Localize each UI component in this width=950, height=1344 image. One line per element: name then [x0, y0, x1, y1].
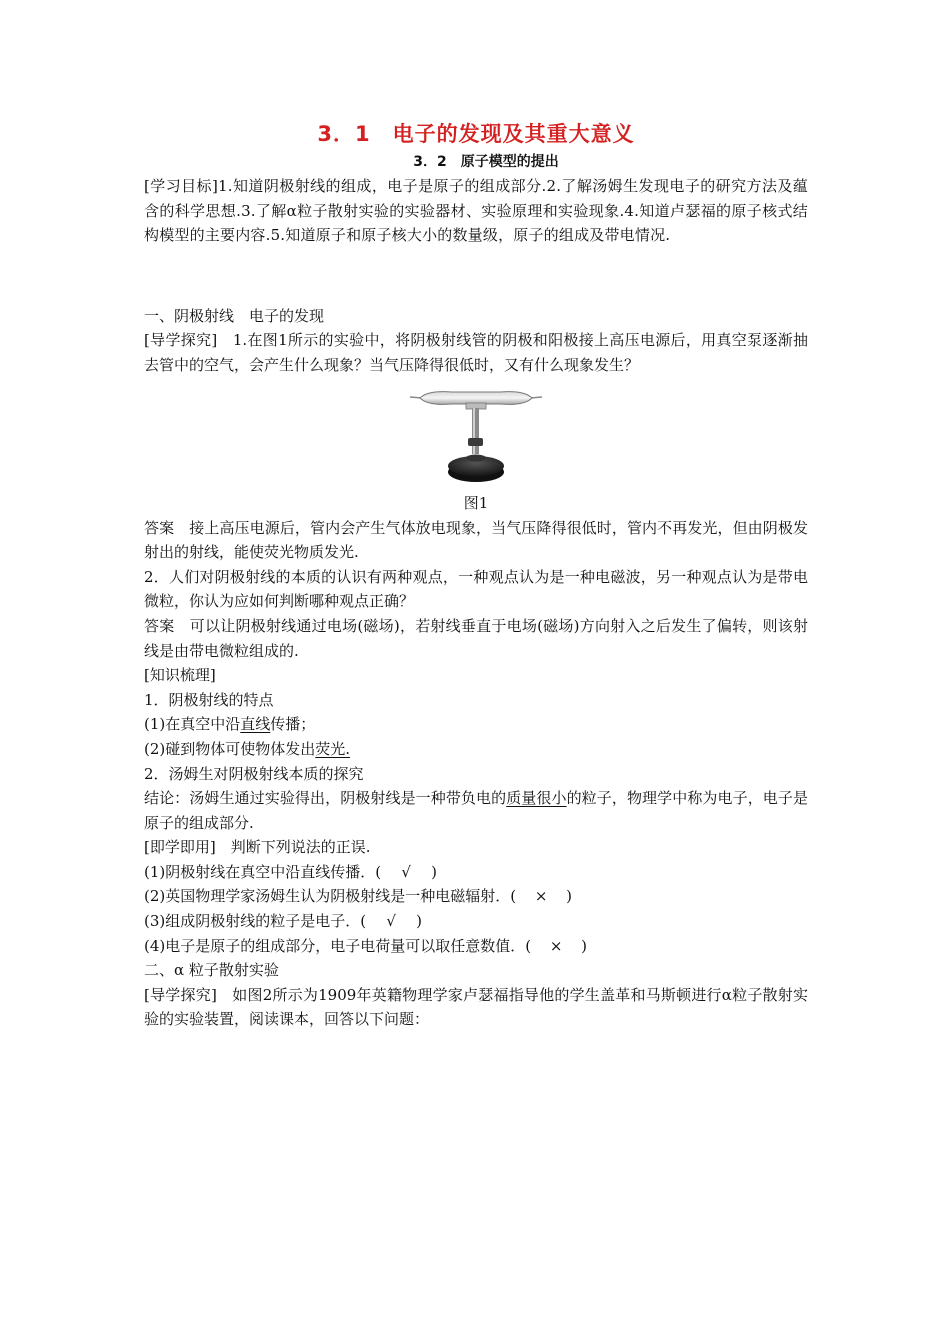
text-segment: 的粒子，物理学中称为电子，电子是原子的组成部分. — [144, 789, 808, 832]
apply-intro — [144, 835, 808, 860]
answer-2-text: 可以让阴极射线通过电场(磁场)，若射线垂直于电场(磁场)方向射入之后发生了偏转，则该射线是由带电微粒组成的. — [144, 616, 808, 660]
figure-1-caption: 图1 — [463, 493, 489, 512]
cathode-ray-tube-image — [408, 386, 544, 486]
section1-heading: 一、阴极射线 电子的发现 — [144, 306, 325, 325]
fill-blank-answer: 荧光. — [315, 739, 351, 758]
judgment-close: ) — [566, 887, 572, 906]
knowledge-label: [知识梳理] — [144, 666, 216, 685]
objectives-label: [学习目标] — [144, 177, 219, 195]
check-mark: √ — [401, 862, 411, 881]
explore-label: [导学探究] — [144, 331, 218, 350]
section2-explore-text: 如图2所示为1909年英籍物理学家卢瑟福指导他的学生盖革和马斯顿进行α粒子散射实验的实验装置，阅读课本，回答以下问题： — [144, 985, 808, 1029]
knowledge-item-1-title: 1．阴极射线的特点 — [144, 690, 274, 709]
figure-1 — [144, 386, 808, 516]
text-segment: 传播； — [270, 715, 316, 734]
spacer — [144, 248, 808, 304]
judgment-close: ) — [581, 936, 587, 955]
answer-1-text: 接上高压电源后，管内会产生气体放电现象，当气压降得很低时，管内不再发光，但由阴极发射出的射线，能使荧光物质发光. — [144, 518, 808, 562]
text-segment: (2)碰到物体可使物体发出 — [144, 739, 316, 758]
apply-text: 判断下列说法的正误. — [230, 838, 371, 857]
fill-blank-answer: 质量很小 — [506, 789, 567, 808]
judgment-close: ) — [431, 862, 437, 881]
judgment-text: (4)电子是原子的组成部分，电子电荷量可以取任意数值．( — [144, 936, 532, 955]
cross-mark: × — [534, 887, 548, 906]
judgment-close: ) — [416, 912, 422, 931]
answer-label: 答案 — [144, 616, 175, 635]
cross-mark: × — [549, 936, 563, 955]
knowledge-item-2-title: 2．汤姆生对阴极射线本质的探究 — [144, 764, 364, 783]
section2-explore — [144, 983, 808, 1032]
knowledge-item-1-1 — [144, 712, 808, 737]
question-1 — [144, 328, 808, 377]
answer-1 — [144, 516, 808, 565]
section2-heading: 二、α 粒子散射实验 — [144, 961, 279, 980]
text-segment: (1)在真空中沿 — [144, 715, 241, 734]
objectives-text: 1.知道阴极射线的组成，电子是原子的组成部分.2.了解汤姆生发现电子的研究方法及蕴含的科学思想.3.了解α粒子散射实验的实验器材、实验原理和实验现象.4.知道卢瑟福的原子核式结构模型的主要内容.5.知道原子和原子核大小的数量级，原子的组成及带电情况. — [144, 177, 808, 245]
knowledge-item-2-conclusion — [144, 786, 808, 835]
learning-objectives — [144, 174, 808, 248]
document-page — [144, 118, 808, 1032]
apply-label: [即学即用] — [144, 838, 216, 857]
judgment-text: (1)阴极射线在真空中沿直线传播．( — [144, 862, 382, 881]
judgment-item — [144, 909, 808, 934]
explore-label: [导学探究] — [144, 985, 217, 1004]
question-2: 2．人们对阴极射线的本质的认识有两种观点，一种观点认为是一种电磁波，另一种观点认为是带电微粒，你认为应如何判断哪种观点正确？ — [144, 567, 808, 611]
fill-blank-answer: 直线 — [240, 715, 271, 734]
check-mark: √ — [386, 912, 396, 931]
judgment-item — [144, 884, 808, 909]
judgment-item — [144, 860, 808, 885]
knowledge-item-1-2 — [144, 737, 808, 762]
text-segment: 结论：汤姆生通过实验得出，阴极射线是一种带负电的 — [144, 789, 507, 808]
question-1-text: 1.在图1所示的实验中，将阴极射线管的阴极和阳极接上高压电源后，用真空泵逐渐抽去管中的空气，会产生什么现象？当气压降得很低时，又有什么现象发生？ — [144, 331, 808, 374]
judgment-text: (3)组成阴极射线的粒子是电子．( — [144, 912, 367, 931]
judgment-item — [144, 934, 808, 959]
page-subtitle: 3．2 原子模型的提出 — [413, 154, 559, 170]
page-title: 3．1 电子的发现及其重大意义 — [317, 122, 635, 146]
answer-2 — [144, 614, 808, 663]
judgment-text: (2)英国物理学家汤姆生认为阴极射线是一种电磁辐射．( — [144, 887, 517, 906]
answer-label: 答案 — [144, 518, 175, 537]
